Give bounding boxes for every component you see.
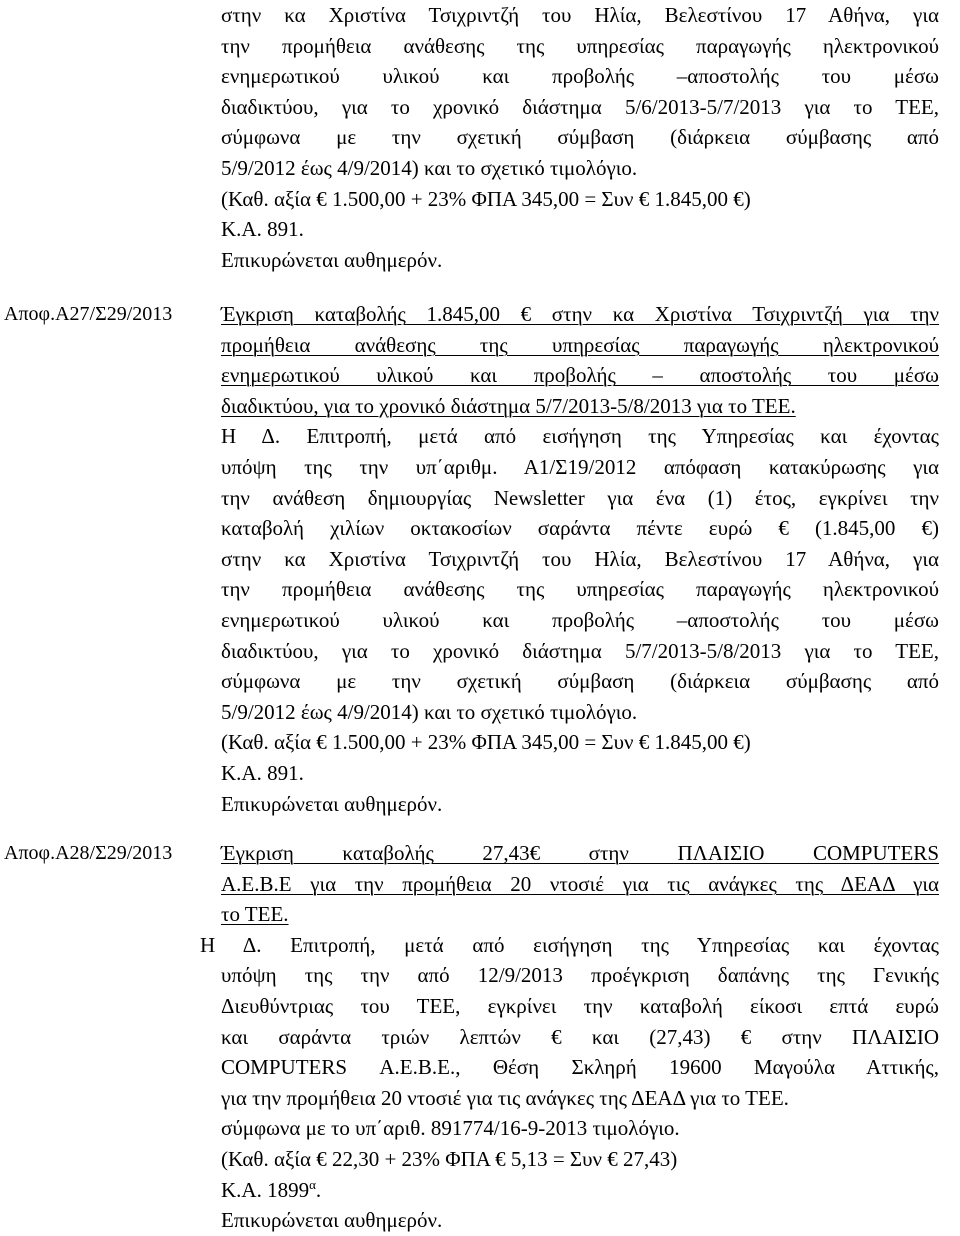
- text-line: την ανάθεση δημιουργίας Newsletter για ένα (1) έτος, εγκρίνει την: [221, 485, 939, 510]
- text-line: 5/9/2012 έως 4/9/2014) και το σχετικό τιμολόγιο.: [221, 155, 638, 180]
- decision-heading-line: Έγκριση καταβολής 27,43€ στην ΠΛΑΙΣΙΟ COMPUTERS: [221, 841, 939, 865]
- amount-line: (Καθ. αξία € 1.500,00 + 23% ΦΠΑ 345,00 = Συν € 1.845,00 €): [221, 186, 751, 211]
- text-line: 5/9/2012 έως 4/9/2014) και το σχετικό τιμολόγιο.: [221, 699, 638, 724]
- ratification-line: Επικυρώνεται αυθημερόν.: [221, 1208, 443, 1233]
- decision-block-a28: [200, 838, 939, 1236]
- budget-code-line: Κ.Α. 891.: [221, 760, 304, 785]
- text-line: διαδικτύου, για το χρονικό διάστημα 5/6/2013-5/7/2013 για το ΤΕΕ,: [221, 94, 939, 119]
- text-line: για την προμήθεια 20 ντοσιέ για τις ανάγκες της ΔΕΑΔ για το ΤΕΕ.: [221, 1085, 789, 1110]
- text-line: την προμήθεια ανάθεσης της υπηρεσίας παραγωγής ηλεκτρονικού: [221, 577, 939, 602]
- budget-code-text: Κ.Α. 1899: [221, 1177, 310, 1202]
- text-line: στην κα Χριστίνα Τσιχριντζή του Ηλία, Βελεστίνου 17 Αθήνα, για: [221, 3, 939, 27]
- decision-heading-line: Α.Ε.Β.Ε για την προμήθεια 20 ντοσιέ για τις ανάγκες της ΔΕΑΔ για: [221, 871, 939, 896]
- text-line: την προμήθεια ανάθεσης της υπηρεσίας παραγωγής ηλεκτρονικού: [221, 33, 939, 58]
- decision-continuation-block: [221, 0, 939, 275]
- text-line: Διευθύντριας του ΤΕΕ, εγκρίνει την καταβολή είκοσι επτά ευρώ: [221, 993, 939, 1018]
- decision-heading-line: Έγκριση καταβολής 1.845,00 € στην κα Χριστίνα Τσιχριντζή για την: [221, 302, 939, 326]
- decision-number-label: Αποφ.Α27/Σ29/2013: [4, 303, 173, 325]
- text-line: COMPUTERS Α.Ε.Β.Ε., Θέση Σκληρή 19600 Μαγούλα Αττικής,: [221, 1055, 939, 1080]
- text-line: και σαράντα τριών λεπτών € και (27,43) € στην ΠΛΑΙΣΙΟ: [221, 1024, 939, 1049]
- amount-line: (Καθ. αξία € 1.500,00 + 23% ΦΠΑ 345,00 = Συν € 1.845,00 €): [221, 730, 751, 755]
- text-line: στην κα Χριστίνα Τσιχριντζή του Ηλία, Βελεστίνου 17 Αθήνα, για: [221, 546, 939, 571]
- text-line: διαδικτύου, για το χρονικό διάστημα 5/7/2013-5/8/2013 για το ΤΕΕ,: [221, 638, 939, 663]
- decision-heading-line: το ΤΕΕ.: [221, 902, 289, 927]
- budget-code-superscript: α: [309, 1176, 316, 1192]
- decision-heading-line: διαδικτύου, για το χρονικό διάστημα 5/7/2013-5/8/2013 για το ΤΕΕ.: [221, 393, 796, 418]
- decision-heading-line: ενημερωτικού υλικού και προβολής – αποστολής του μέσω: [221, 363, 939, 388]
- decision-number-label: Αποφ.Α28/Σ29/2013: [4, 842, 173, 864]
- budget-code-line: [221, 1175, 939, 1206]
- ratification-line: Επικυρώνεται αυθημερόν.: [221, 791, 443, 816]
- text-line: υπόψη της την από 12/9/2013 προέγκριση δαπάνης της Γενικής: [221, 963, 939, 988]
- amount-line: (Καθ. αξία € 22,30 + 23% ΦΠΑ € 5,13 = Συν € 27,43): [221, 1146, 678, 1171]
- text-line: σύμφωνα με την σχετική σύμβαση (διάρκεια σύμβασης από: [221, 669, 939, 694]
- decision-block-a27: [221, 299, 939, 819]
- text-line: Η Δ. Επιτροπή, μετά από εισήγηση της Υπηρεσίας και έχοντας: [200, 932, 939, 957]
- decision-heading-line: προμήθεια ανάθεσης της υπηρεσίας παραγωγής ηλεκτρονικού: [221, 332, 939, 357]
- text-line: ενημερωτικού υλικού και προβολής –αποστολής του μέσω: [221, 607, 939, 632]
- text-line: σύμφωνα με την σχετική σύμβαση (διάρκεια σύμβασης από: [221, 125, 939, 150]
- text-line: υπόψη της την υπ΄αριθμ. Α1/Σ19/2012 απόφαση κατακύρωσης για: [221, 454, 939, 479]
- text-line: Η Δ. Επιτροπή, μετά από εισήγηση της Υπηρεσίας και έχοντας: [221, 424, 939, 449]
- text-line: σύμφωνα με το υπ΄αριθ. 891774/16-9-2013 τιμολόγιο.: [221, 1116, 680, 1141]
- text-line: ενημερωτικού υλικού και προβολής –αποστολής του μέσω: [221, 64, 939, 89]
- budget-code-line: Κ.Α. 891.: [221, 217, 304, 242]
- ratification-line: Επικυρώνεται αυθημερόν.: [221, 247, 443, 272]
- budget-code-suffix: .: [315, 1177, 322, 1202]
- text-line: καταβολή χιλίων οκτακοσίων σαράντα πέντε ευρώ € (1.845,00 €): [221, 516, 939, 541]
